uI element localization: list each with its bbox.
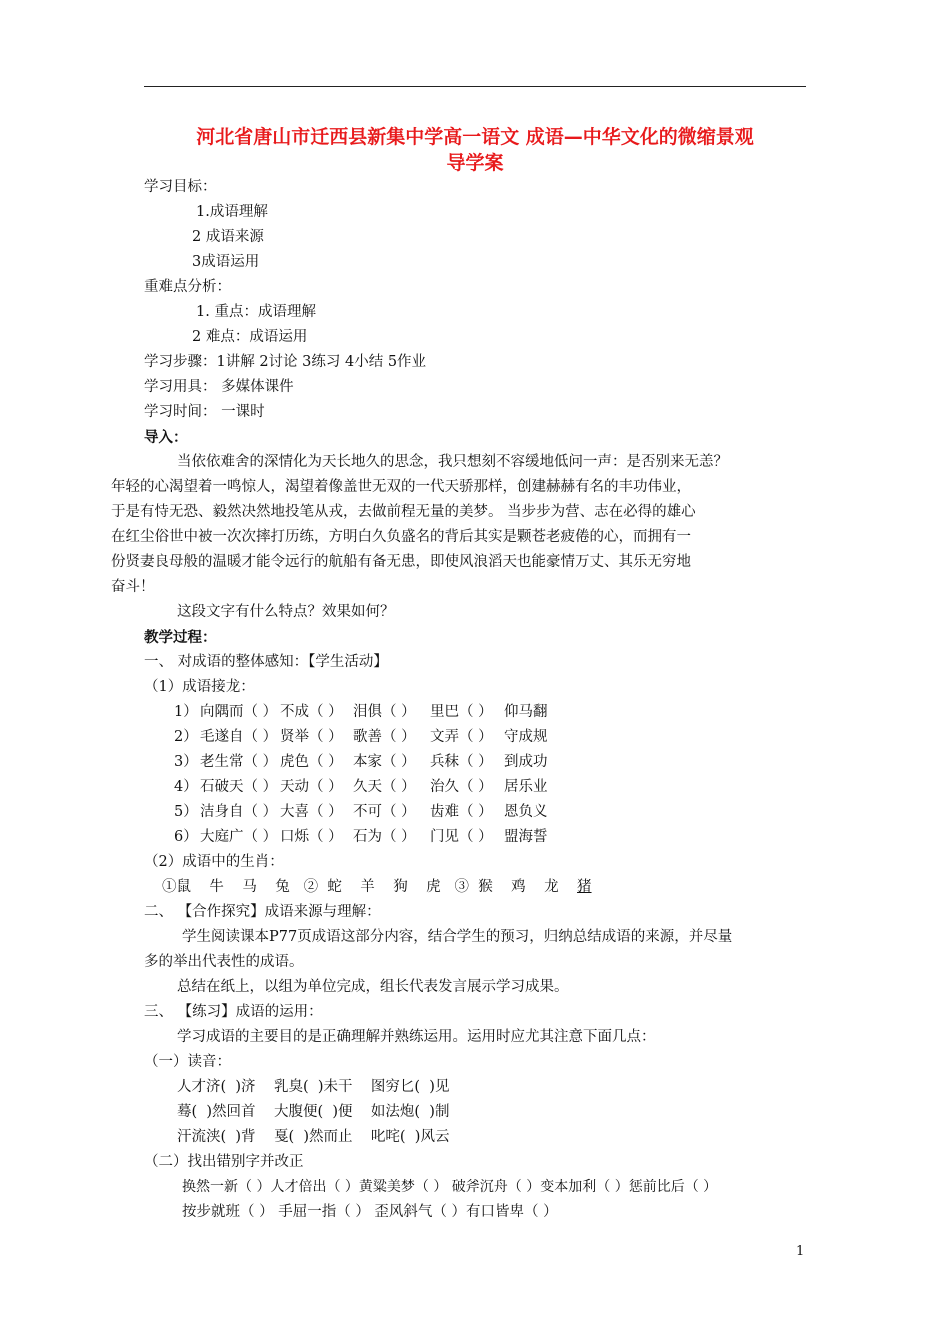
intro-line: 份贤妻良母般的温暖才能令远行的航船有备无患，即使风浪滔天也能豪情万丈、其乐无穷地: [111, 554, 691, 570]
document-body: [111, 175, 812, 1225]
idiom-chain-row: 3） 老生常（ ） 虎色（ ） 本家（ ） 兵秣（ ） 到成功: [174, 754, 548, 770]
intro-heading: 导入：: [144, 429, 188, 446]
idiom-chain-row: 5） 洁身自（ ） 大喜（ ） 不可（ ） 齿难（ ） 恩负义: [174, 804, 548, 820]
idiom-chain-heading: （1）成语接龙：: [144, 679, 255, 695]
section-2-heading: 二、 【合作探究】成语来源与理解：: [144, 904, 381, 920]
intro-line: 在红尘俗世中被一次次摔打历练，方明白久负盛名的背后其实是颗苍老疲倦的心，而拥有一: [111, 529, 691, 545]
objective-item: 3成语运用: [192, 254, 260, 270]
reading-heading: （一）读音：: [144, 1054, 231, 1070]
intro-line: 当依依难舍的深情化为天长地久的思念，我只想刻不容缓地低问一声：是否别来无恙？: [177, 454, 728, 470]
typo-line: 按步就班（ ） 手屈一指（ ） 歪风斜气（ ）有口皆卑（ ）: [182, 1204, 558, 1220]
intro-line: 奋斗！: [111, 579, 155, 595]
header-rule: [144, 86, 806, 87]
idiom-chain-row: 1） 向隅而（ ） 不成（ ） 泪俱（ ） 里巴（ ） 仰马翻: [174, 704, 548, 720]
intro-line: 于是有恃无恐、毅然决然地投笔从戎，去做前程无量的美梦。 当步步为营、志在必得的雄心: [111, 504, 696, 520]
process-heading: 教学过程：: [144, 629, 217, 646]
difficulty-item: 1. 重点：成语理解: [196, 304, 316, 320]
learning-tools: 学习用具： 多媒体课件: [144, 379, 294, 395]
zodiac-line: ①鼠 牛 马 兔 ② 蛇 羊 狗 虎 ③ 猴 鸡 龙 猪: [162, 879, 592, 895]
page-title: [144, 124, 806, 176]
difficulty-item: 2 难点：成语运用: [192, 329, 308, 345]
difficulties-heading: 重难点分析：: [144, 279, 231, 295]
objective-item: 1.成语理解: [196, 204, 268, 220]
intro-paragraph: [111, 450, 806, 600]
section-3-paragraph: 学习成语的主要目的是正确理解并熟练运用。运用时应尤其注意下面几点：: [177, 1029, 656, 1045]
section-1-heading: 一、 对成语的整体感知：【学生活动】: [144, 654, 388, 670]
intro-line: 年轻的心渴望着一鸣惊人，渴望着像盖世无双的一代天骄那样，创建赫赫有名的丰功伟业，: [111, 479, 691, 495]
section-2-paragraph-2: 总结在纸上，以组为单位完成，组长代表发言展示学习成果。: [177, 979, 569, 995]
intro-question: 这段文字有什么特点？效果如何？: [177, 604, 395, 620]
section-2-paragraph-line: 多的举出代表性的成语。: [144, 954, 304, 970]
reading-line: 蓦( )然回首 大腹便( )便 如法炮( )制: [177, 1104, 450, 1120]
idiom-chain-row: 2） 毛遂自（ ） 贤举（ ） 歌善（ ） 文弄（ ） 守成规: [174, 729, 548, 745]
zodiac-heading: （2）成语中的生肖：: [144, 854, 284, 870]
learning-steps: 学习步骤：1讲解 2讨论 3练习 4小结 5作业: [144, 354, 427, 370]
reading-line: 汗流浃( )背 戛( )然而止 叱咤( )风云: [177, 1129, 450, 1145]
title-line-2: 导学案: [446, 152, 504, 174]
section-2-paragraph-line: 学生阅读课本P77页成语这部分内容，结合学生的预习，归纳总结成语的来源，并尽量: [182, 929, 733, 945]
section-3-heading: 三、 【练习】成语的运用：: [144, 1004, 323, 1020]
reading-line: 人才济( )济 乳臭( )未干 图穷匕( )见: [177, 1079, 450, 1095]
typo-heading: （二）找出错别字并改正: [144, 1154, 304, 1170]
learning-time: 学习时间： 一课时: [144, 404, 265, 420]
typo-line: 换然一新（ ）人才倍出（ ）黄粱美梦（ ） 破斧沉舟（ ）变本加利（ ）惩前比后（ ）: [182, 1179, 718, 1195]
objectives-heading: 学习目标：: [144, 179, 217, 195]
page-number: 1: [796, 1244, 805, 1259]
idiom-chain-row: 6） 大庭广（ ） 口烁（ ） 石为（ ） 门见（ ） 盟海誓: [174, 829, 548, 845]
objective-item: 2 成语来源: [192, 229, 264, 245]
title-line-1: 河北省唐山市迁西县新集中学高一语文 成语—中华文化的微缩景观: [196, 126, 754, 148]
idiom-chain-row: 4） 石破天（ ） 天动（ ） 久天（ ） 治久（ ） 居乐业: [174, 779, 548, 795]
